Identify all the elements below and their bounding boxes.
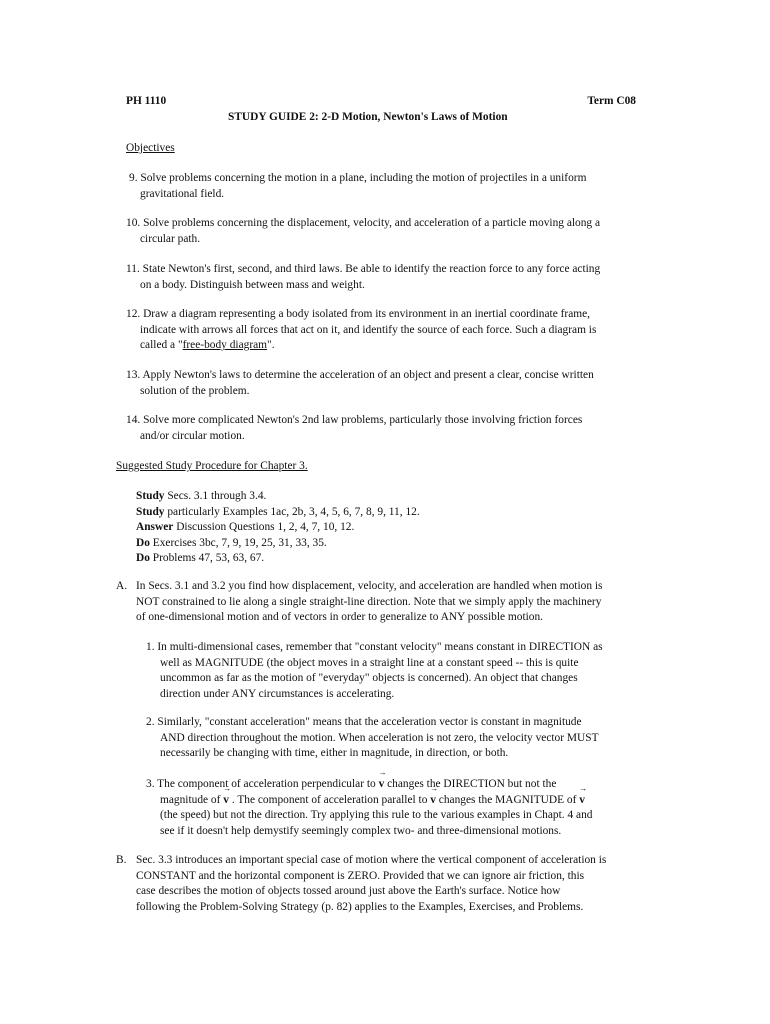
objective-line: on a body. Distinguish between mass and weight.	[140, 278, 365, 291]
point-line: 2. Similarly, "constant acceleration" means that the acceleration vector is constant in magnitude	[146, 716, 582, 728]
procedure-text: Discussion Questions 1, 2, 4, 7, 10, 12.	[173, 521, 355, 534]
velocity-vector-symbol: → v	[379, 777, 385, 793]
velocity-vector-symbol: → v	[223, 793, 229, 809]
point-line: necessarily be changing with time, either in magnitude, in direction, or both.	[160, 747, 509, 760]
point-text: changes the MAGNITUDE of	[435, 793, 580, 806]
section-a-line: In Secs. 3.1 and 3.2 you find how displacement, velocity, and acceleration are handled when motion is	[136, 580, 603, 592]
procedure-verb: Study	[136, 505, 165, 518]
objective-line	[126, 338, 596, 354]
objective-line: solution of the problem.	[140, 384, 250, 397]
procedure-verb: Answer	[136, 521, 174, 534]
objective-line: 14. Solve more complicated Newton's 2nd law problems, particularly those involving friction forces	[126, 414, 583, 426]
point-line: uncommon as far as the motion of "everyday" objects is concerned). An object that changes	[160, 672, 578, 685]
section-b-line: case describes the motion of objects tossed around just above the Earth's surface. Notice how	[136, 885, 561, 898]
point-text: magnitude of	[160, 793, 224, 806]
velocity-vector-symbol: → v	[430, 793, 436, 809]
point-line	[146, 793, 592, 809]
section-b-text	[136, 853, 606, 915]
objective-11	[126, 262, 600, 293]
section-b-label: B.	[116, 854, 127, 866]
section-b-line: CONSTANT and the horizontal component is ZERO. Provided that we can ignore air friction, this	[136, 869, 585, 882]
procedure-row	[136, 505, 420, 521]
point-line	[146, 777, 592, 793]
page-title: STUDY GUIDE 2: 2-D Motion, Newton's Laws of Motion	[228, 111, 508, 123]
section-a-line: NOT constrained to lie along a single straight-line direction. Note that we simply apply the machinery	[136, 595, 602, 608]
procedure-heading: Suggested Study Procedure for Chapter 3.	[116, 460, 308, 472]
free-body-diagram-link[interactable]: free-body diagram	[182, 339, 268, 352]
velocity-vector-symbol: → v	[579, 793, 585, 809]
procedure-verb: Do	[136, 536, 150, 549]
objective-line: 13. Apply Newton's laws to determine the acceleration of an object and present a clear, concise written	[126, 369, 594, 381]
objective-9	[129, 171, 586, 202]
point-text: changes the DIRECTION but not the	[384, 778, 557, 790]
objective-10	[126, 216, 600, 247]
procedure-row	[136, 536, 420, 552]
objective-line: circular path.	[140, 232, 201, 245]
objective-12	[126, 307, 596, 354]
objective-line: 10. Solve problems concerning the displacement, velocity, and acceleration of a particle moving along a	[126, 217, 601, 229]
procedure-row	[136, 520, 420, 536]
procedure-list	[136, 489, 420, 567]
procedure-verb: Study	[136, 490, 165, 502]
point-text: 3. The component of acceleration perpendicular to	[146, 778, 379, 790]
procedure-text: particularly Examples 1ac, 2b, 3, 4, 5, 6, 7, 8, 9, 11, 12.	[164, 505, 420, 518]
point-line: well as MAGNITUDE (the object moves in a straight line at a constant speed -- this is quite	[160, 656, 579, 669]
procedure-verb: Do	[136, 552, 150, 565]
section-a-point-3	[146, 777, 592, 839]
section-a-line: of one-dimensional motion and of vectors in order to generalize to ANY possible motion.	[136, 611, 544, 624]
objective-line: gravitational field.	[140, 187, 225, 200]
objective-text: called a "	[140, 339, 183, 352]
objective-line: 12. Draw a diagram representing a body isolated from its environment in an inertial coordinate frame,	[126, 308, 591, 320]
point-line: see if it doesn't help demystify seemingly complex two- and three-dimensional motions.	[160, 824, 562, 837]
point-line: (the speed) but not the direction. Try applying this rule to the various examples in Chapt. 4 and	[160, 809, 593, 822]
section-a-intro	[136, 579, 602, 626]
point-text: . The component of acceleration parallel to	[228, 793, 431, 806]
objective-text: ".	[267, 339, 275, 352]
objective-line: 11. State Newton's first, second, and third laws. Be able to identify the reaction force to any force acting	[126, 263, 601, 275]
objective-line: and/or circular motion.	[140, 429, 245, 442]
point-line: AND direction throughout the motion. When acceleration is not zero, the velocity vector MUST	[160, 731, 599, 744]
section-a-point-2	[146, 715, 599, 762]
section-a-label: A.	[116, 580, 128, 592]
procedure-text: Exercises 3bc, 7, 9, 19, 25, 31, 33, 35.	[149, 536, 327, 549]
procedure-text: Problems 47, 53, 63, 67.	[149, 552, 265, 565]
objective-line: indicate with arrows all forces that act on it, and identify the source of each force. Such a diagram is	[140, 323, 597, 336]
section-a-point-1	[146, 640, 603, 702]
point-line: 1. In multi-dimensional cases, remember that "constant velocity" means constant in DIRECTION as	[146, 641, 603, 653]
section-b-line: following the Problem-Solving Strategy (p. 82) applies to the Examples, Exercises, and Problems.	[136, 900, 584, 913]
section-b-line: Sec. 3.3 introduces an important special case of motion where the vertical component of acceleration is	[136, 854, 607, 866]
procedure-text: Secs. 3.1 through 3.4.	[164, 490, 267, 502]
course-code: PH 1110	[126, 95, 167, 107]
objective-13	[126, 368, 594, 399]
objective-line: 9. Solve problems concerning the motion in a plane, including the motion of projectiles in a uniform	[129, 172, 587, 184]
objectives-heading: Objectives	[126, 142, 175, 154]
objective-14	[126, 413, 582, 444]
procedure-row	[136, 489, 420, 505]
term-label: Term C08	[587, 95, 636, 107]
procedure-row	[136, 551, 420, 567]
point-line: direction under ANY circumstances is accelerating.	[160, 687, 395, 700]
